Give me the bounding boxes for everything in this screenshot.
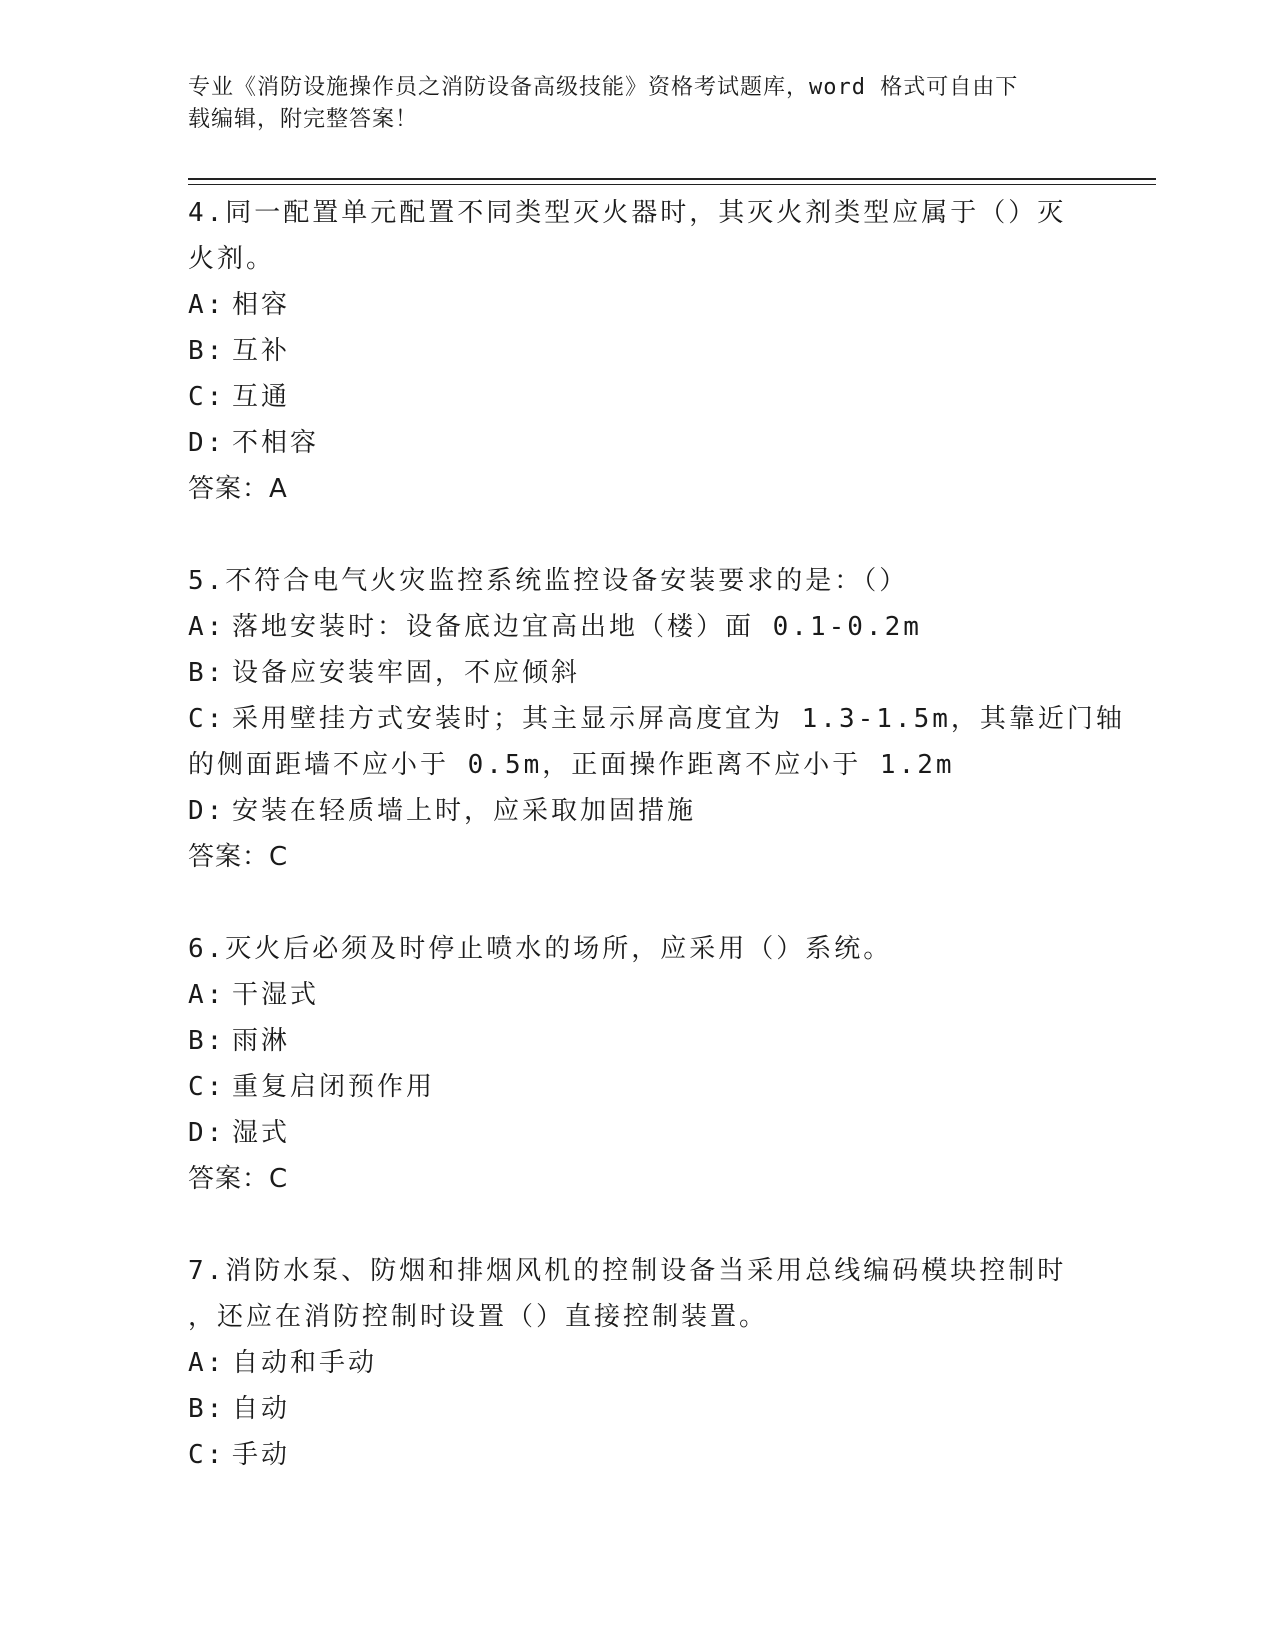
question-item [188,926,1088,1202]
option-text: 不相容 [232,428,320,458]
option-d [188,788,1088,834]
question-stem-continued: 火剂。 [188,244,276,274]
document-header [188,72,1068,136]
option-letter: D: [188,428,226,458]
option-letter: A: [188,612,226,642]
option-d [188,420,1088,466]
question-stem: 7.消防水泵、防烟和排烟风机的控制设备当采用总线编码模块控制时 [188,1256,1067,1286]
option-c [188,374,1088,420]
option-b [188,1018,1088,1064]
option-text: 手动 [232,1440,291,1470]
option-text: 干湿式 [232,980,320,1010]
option-a [188,282,1088,328]
option-letter: B: [188,336,226,366]
option-letter: A: [188,1348,226,1378]
option-text: 采用壁挂方式安装时；其主显示屏高度宜为 1.3-1.5m，其靠近门轴 [232,704,1125,734]
option-letter: C: [188,1072,226,1102]
option-letter: B: [188,658,226,688]
option-letter: A: [188,980,226,1010]
question-item [188,1248,1088,1478]
option-letter: D: [188,1118,226,1148]
option-text: 设备应安装牢固，不应倾斜 [232,658,581,688]
option-text: 互补 [232,336,291,366]
option-d [188,1110,1088,1156]
header-rule-thick [188,178,1156,180]
question-item [188,558,1125,880]
option-text: 相容 [232,290,291,320]
option-letter: D: [188,796,226,826]
option-text: 互通 [232,382,291,412]
answer-line: 答案：A [188,474,288,504]
option-letter: B: [188,1026,226,1056]
option-text: 雨淋 [232,1026,291,1056]
option-c [188,696,1125,742]
option-text: 安装在轻质墙上时，应采取加固措施 [232,796,697,826]
option-c [188,1064,1088,1110]
question-stem: 6.灭火后必须及时停止喷水的场所，应采用（）系统。 [188,934,893,964]
option-letter: A: [188,290,226,320]
question-list [188,190,1125,1478]
option-b [188,1386,1088,1432]
option-letter: C: [188,382,226,412]
option-a [188,604,1088,650]
answer-line: 答案：C [188,842,289,872]
option-a [188,1340,1088,1386]
question-item [188,190,1088,512]
option-text: 重复启闭预作用 [232,1072,436,1102]
header-line-1: 专业《消防设施操作员之消防设备高级技能》资格考试题库，word 格式可自由下 [188,75,1019,100]
option-text: 自动 [232,1394,291,1424]
option-text: 湿式 [232,1118,291,1148]
header-line-2: 载编辑，附完整答案！ [188,107,419,132]
question-stem: 4.同一配置单元配置不同类型灭火器时，其灭火剂类型应属于（）灭 [188,198,1067,228]
question-stem-continued: ，还应在消防控制时设置（）直接控制装置。 [188,1302,769,1332]
option-b [188,328,1088,374]
option-a [188,972,1088,1018]
answer-line: 答案：C [188,1164,289,1194]
question-stem: 5.不符合电气火灾监控系统监控设备安装要求的是：（） [188,566,909,596]
option-letter: B: [188,1394,226,1424]
header-rule-thin [188,184,1156,185]
question-spacer [188,512,1088,558]
question-spacer [188,1202,1088,1248]
option-c [188,1432,1088,1478]
option-c-continued: 的侧面距墙不应小于 0.5m，正面操作距离不应小于 1.2m [188,750,955,780]
question-spacer [188,880,1088,926]
option-b [188,650,1088,696]
option-text: 自动和手动 [232,1348,378,1378]
option-text: 落地安装时：设备底边宜高出地（楼）面 0.1-0.2m [232,612,922,642]
option-letter: C: [188,1440,226,1470]
option-letter: C: [188,704,226,734]
